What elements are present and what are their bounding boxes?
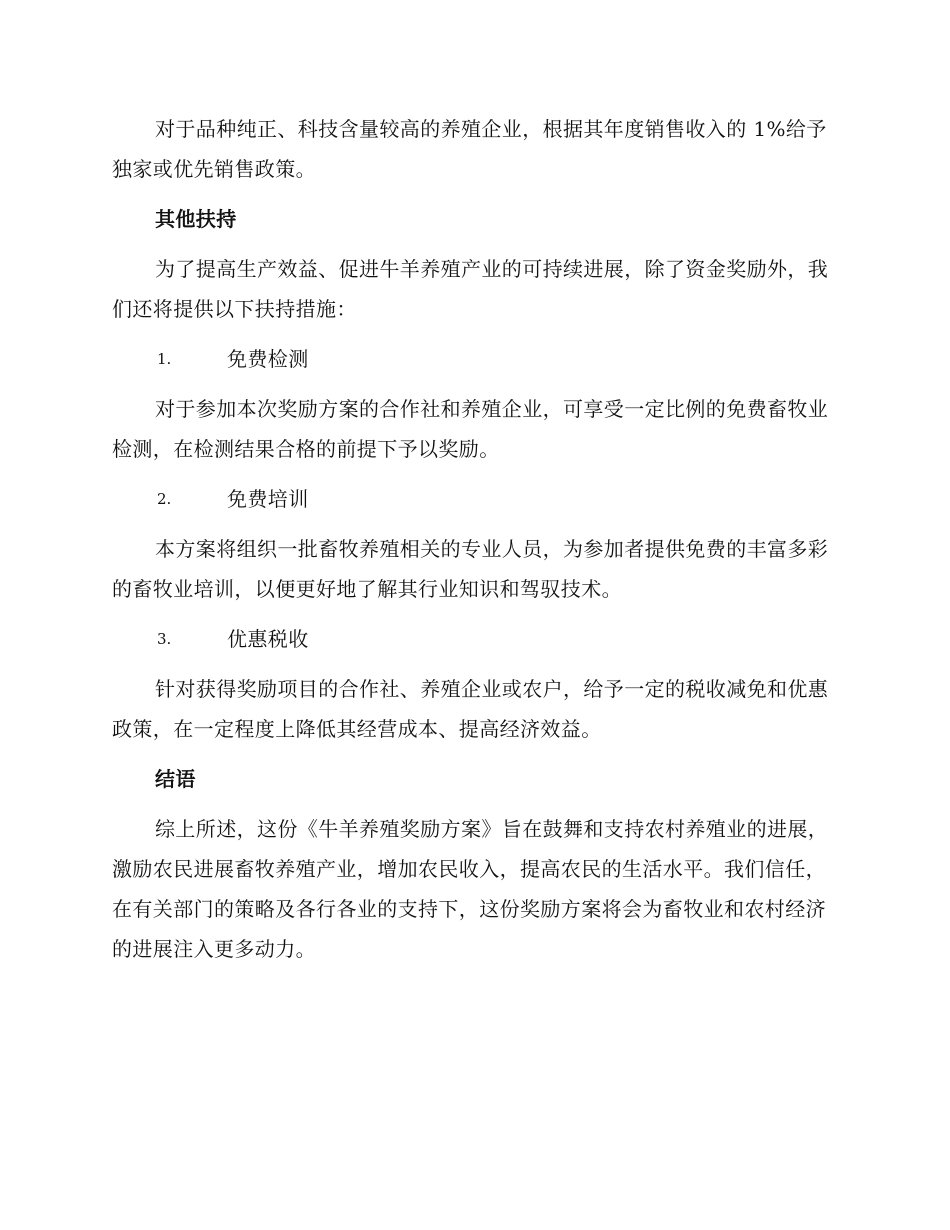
list-item-2 (112, 479, 832, 519)
list-item-3 (112, 619, 832, 659)
heading-conclusion: 结语 (155, 767, 196, 791)
list-label: 免费培训 (227, 487, 309, 511)
list-label: 免费检测 (227, 347, 309, 371)
intro-paragraph: 对于品种纯正、科技含量较高的养殖企业，根据其年度销售收入的 1%给予独家或优先销售政策。 (112, 117, 827, 181)
list-number: 2. (157, 490, 172, 508)
item1-description: 对于参加本次奖励方案的合作社和养殖企业，可享受一定比例的免费畜牧业检测，在检测结果合格的前提下予以奖励。 (112, 397, 829, 461)
item2-description: 本方案将组织一批畜牧养殖相关的专业人员，为参加者提供免费的丰富多彩的畜牧业培训，以便更好地了解其行业知识和驾驭技术。 (112, 537, 829, 601)
support-intro-paragraph: 为了提高生产效益、促进牛羊养殖产业的可持续进展，除了资金奖励外，我们还将提供以下扶持措施： (112, 257, 829, 321)
conclusion-paragraph: 综上所述，这份《牛羊养殖奖励方案》旨在鼓舞和支持农村养殖业的进展，激励农民进展畜牧养殖产业，增加农民收入，提高农民的生活水平。我们信任，在有关部门的策略及各行各业的支持下，这份奖励方案将会为畜牧业和农村经济的进展注入更多动力。 (112, 817, 829, 961)
document-body (112, 109, 832, 979)
list-label: 优惠税收 (227, 627, 309, 651)
heading-other-support: 其他扶持 (155, 207, 237, 231)
list-number: 3. (157, 630, 172, 648)
list-item-1 (112, 339, 832, 379)
list-number: 1. (157, 350, 172, 368)
item3-description: 针对获得奖励项目的合作社、养殖企业或农户，给予一定的税收减免和优惠政策，在一定程度上降低其经营成本、提高经济效益。 (112, 677, 829, 741)
